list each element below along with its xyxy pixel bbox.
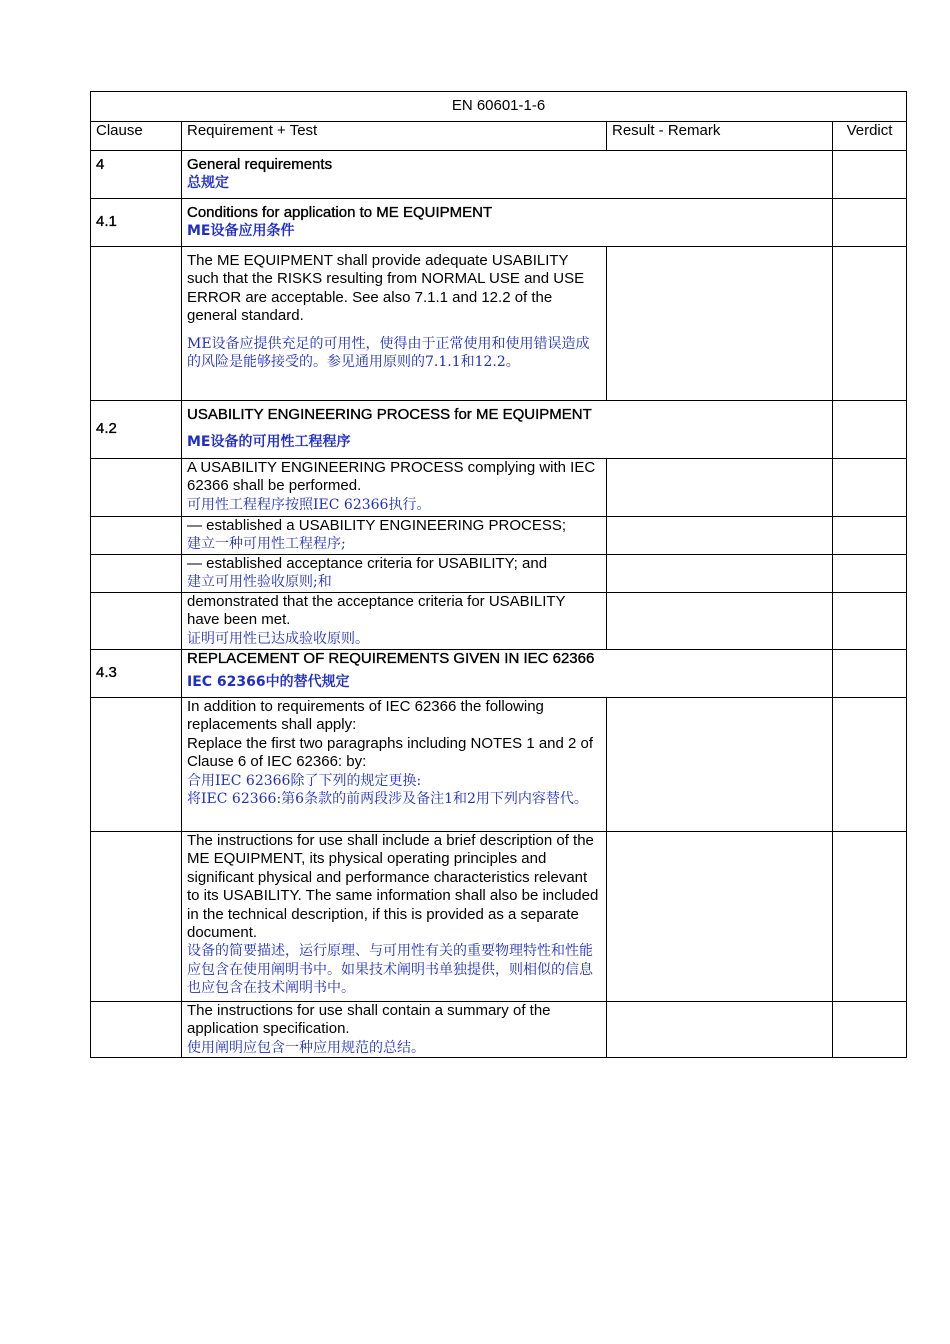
verdict-cell bbox=[833, 1002, 907, 1058]
clause-number: 4 bbox=[96, 156, 105, 173]
header-row bbox=[91, 122, 907, 151]
table-row bbox=[91, 555, 907, 593]
section-heading-en: General requirements bbox=[187, 156, 333, 173]
result-cell bbox=[607, 247, 833, 401]
requirement-text-cn: 建立可用性验收原则;和 bbox=[187, 574, 332, 591]
table-row bbox=[91, 199, 907, 247]
requirement-text-cn: 合用IEC 62366除了下列的规定更换: bbox=[187, 772, 422, 789]
requirement-text-cn: 建立一种可用性工程程序; bbox=[187, 536, 346, 553]
result-cell bbox=[607, 698, 833, 832]
clause-cell bbox=[91, 199, 182, 247]
requirement-text-en: — established acceptance criteria for USABILITY; and bbox=[187, 555, 548, 572]
table-row bbox=[91, 459, 907, 517]
requirement-cell bbox=[182, 698, 607, 832]
section-heading-en: Conditions for application to ME EQUIPMENT bbox=[187, 204, 493, 221]
requirement-text-cn: 使用阐明应包含一种应用规范的总结。 bbox=[187, 1039, 425, 1056]
section-heading-cn: IEC 62366中的替代规定 bbox=[187, 674, 350, 691]
requirement-text-cn: ME设备应提供充足的可用性，使得由于正常使用和使用错误造成的风险是能够接受的。参见通用原则的7.1.1和12.2。 bbox=[187, 335, 590, 371]
section-heading-cell bbox=[182, 199, 833, 247]
verdict-cell bbox=[833, 832, 907, 1002]
requirement-cell bbox=[182, 517, 607, 555]
verdict-cell bbox=[833, 555, 907, 593]
verdict-cell bbox=[833, 459, 907, 517]
result-cell bbox=[607, 517, 833, 555]
clause-cell bbox=[91, 593, 182, 650]
clause-cell bbox=[91, 151, 182, 199]
verdict-cell bbox=[833, 593, 907, 650]
verdict-cell bbox=[833, 199, 907, 247]
verdict-cell bbox=[833, 650, 907, 698]
requirement-cell bbox=[182, 1002, 607, 1058]
clause-cell bbox=[91, 698, 182, 832]
requirement-cell bbox=[182, 555, 607, 593]
section-heading-cell bbox=[182, 650, 833, 698]
verdict-cell bbox=[833, 698, 907, 832]
clause-number: 4.3 bbox=[96, 664, 117, 682]
table-row bbox=[91, 832, 907, 1002]
clause-cell bbox=[91, 401, 182, 459]
clause-number: 4.2 bbox=[96, 420, 117, 438]
requirement-column-header: Requirement + Test bbox=[182, 122, 607, 151]
verdict-cell bbox=[833, 247, 907, 401]
requirement-text-en: A USABILITY ENGINEERING PROCESS complying with IEC 62366 shall be performed. bbox=[187, 459, 596, 495]
table-row bbox=[91, 151, 907, 199]
clause-cell bbox=[91, 1002, 182, 1058]
requirement-text-en: The instructions for use shall include a brief description of the ME EQUIPMENT, its physical operating principles and significant physical and performance characteristics relevant to its USABILITY. The same information shall also be included in the technical description, if this is provided as a separate document. bbox=[187, 832, 599, 942]
clause-number: 4.1 bbox=[96, 213, 117, 231]
section-heading-en: USABILITY ENGINEERING PROCESS for ME EQUIPMENT bbox=[187, 406, 592, 423]
section-heading-cn: ME设备的可用性工程程序 bbox=[187, 434, 351, 451]
section-heading-cell bbox=[182, 401, 833, 459]
requirement-cell bbox=[182, 593, 607, 650]
clause-cell bbox=[91, 832, 182, 1002]
clause-cell bbox=[91, 555, 182, 593]
table-row bbox=[91, 698, 907, 832]
clause-cell bbox=[91, 459, 182, 517]
requirement-cell bbox=[182, 247, 607, 401]
clause-cell bbox=[91, 650, 182, 698]
table-row bbox=[91, 401, 907, 459]
requirement-text-en: The ME EQUIPMENT shall provide adequate USABILITY such that the RISKS resulting from NORMAL USE and USE ERROR are acceptable. See also 7.1.1 and 12.2 of the general standard. bbox=[187, 252, 585, 325]
section-heading-en: REPLACEMENT OF REQUIREMENTS GIVEN IN IEC 62366 bbox=[187, 650, 595, 667]
result-cell bbox=[607, 459, 833, 517]
table-row bbox=[91, 1002, 907, 1058]
result-cell bbox=[607, 555, 833, 593]
clause-cell bbox=[91, 517, 182, 555]
section-heading-cn: ME设备应用条件 bbox=[187, 223, 295, 240]
result-cell bbox=[607, 832, 833, 1002]
test-report-table bbox=[90, 91, 907, 1058]
verdict-cell bbox=[833, 517, 907, 555]
verdict-cell bbox=[833, 151, 907, 199]
requirement-cell bbox=[182, 832, 607, 1002]
table-row bbox=[91, 593, 907, 650]
requirement-text-en: — established a USABILITY ENGINEERING PROCESS; bbox=[187, 517, 567, 534]
table-row bbox=[91, 650, 907, 698]
result-cell bbox=[607, 593, 833, 650]
title-row bbox=[91, 92, 907, 122]
requirement-cell bbox=[182, 459, 607, 517]
result-cell bbox=[607, 1002, 833, 1058]
requirement-text-en: The instructions for use shall contain a summary of the application specification. bbox=[187, 1002, 551, 1038]
verdict-column-header: Verdict bbox=[833, 122, 907, 151]
clause-cell bbox=[91, 247, 182, 401]
verdict-cell bbox=[833, 401, 907, 459]
clause-column-header: Clause bbox=[91, 122, 182, 151]
requirement-text-en: demonstrated that the acceptance criteria for USABILITY have been met. bbox=[187, 593, 566, 629]
document-title: EN 60601-1-6 bbox=[91, 92, 907, 122]
result-column-header: Result - Remark bbox=[607, 122, 833, 151]
requirement-text-en: In addition to requirements of IEC 62366 the following replacements shall apply: bbox=[187, 698, 544, 734]
table-row bbox=[91, 247, 907, 401]
requirement-text-cn: 证明可用性已达成验收原则。 bbox=[187, 630, 369, 647]
requirement-text-cn: 设备的简要描述，运行原理、与可用性有关的重要物理特性和性能应包含在使用阐明书中。如果技术阐明书单独提供，则相似的信息也应包含在技术阐明书中。 bbox=[187, 943, 593, 997]
table-row bbox=[91, 517, 907, 555]
section-heading-cn: 总规定 bbox=[187, 175, 229, 192]
requirement-text-cn: 可用性工程程序按照IEC 62366执行。 bbox=[187, 496, 431, 513]
section-heading-cell bbox=[182, 151, 833, 199]
requirement-text-en-2: Replace the first two paragraphs including NOTES 1 and 2 of Clause 6 of IEC 62366: by: bbox=[187, 734, 594, 771]
requirement-text-cn-2: 将IEC 62366:第6条款的前两段涉及备注1和2用下列内容替代。 bbox=[187, 791, 588, 808]
